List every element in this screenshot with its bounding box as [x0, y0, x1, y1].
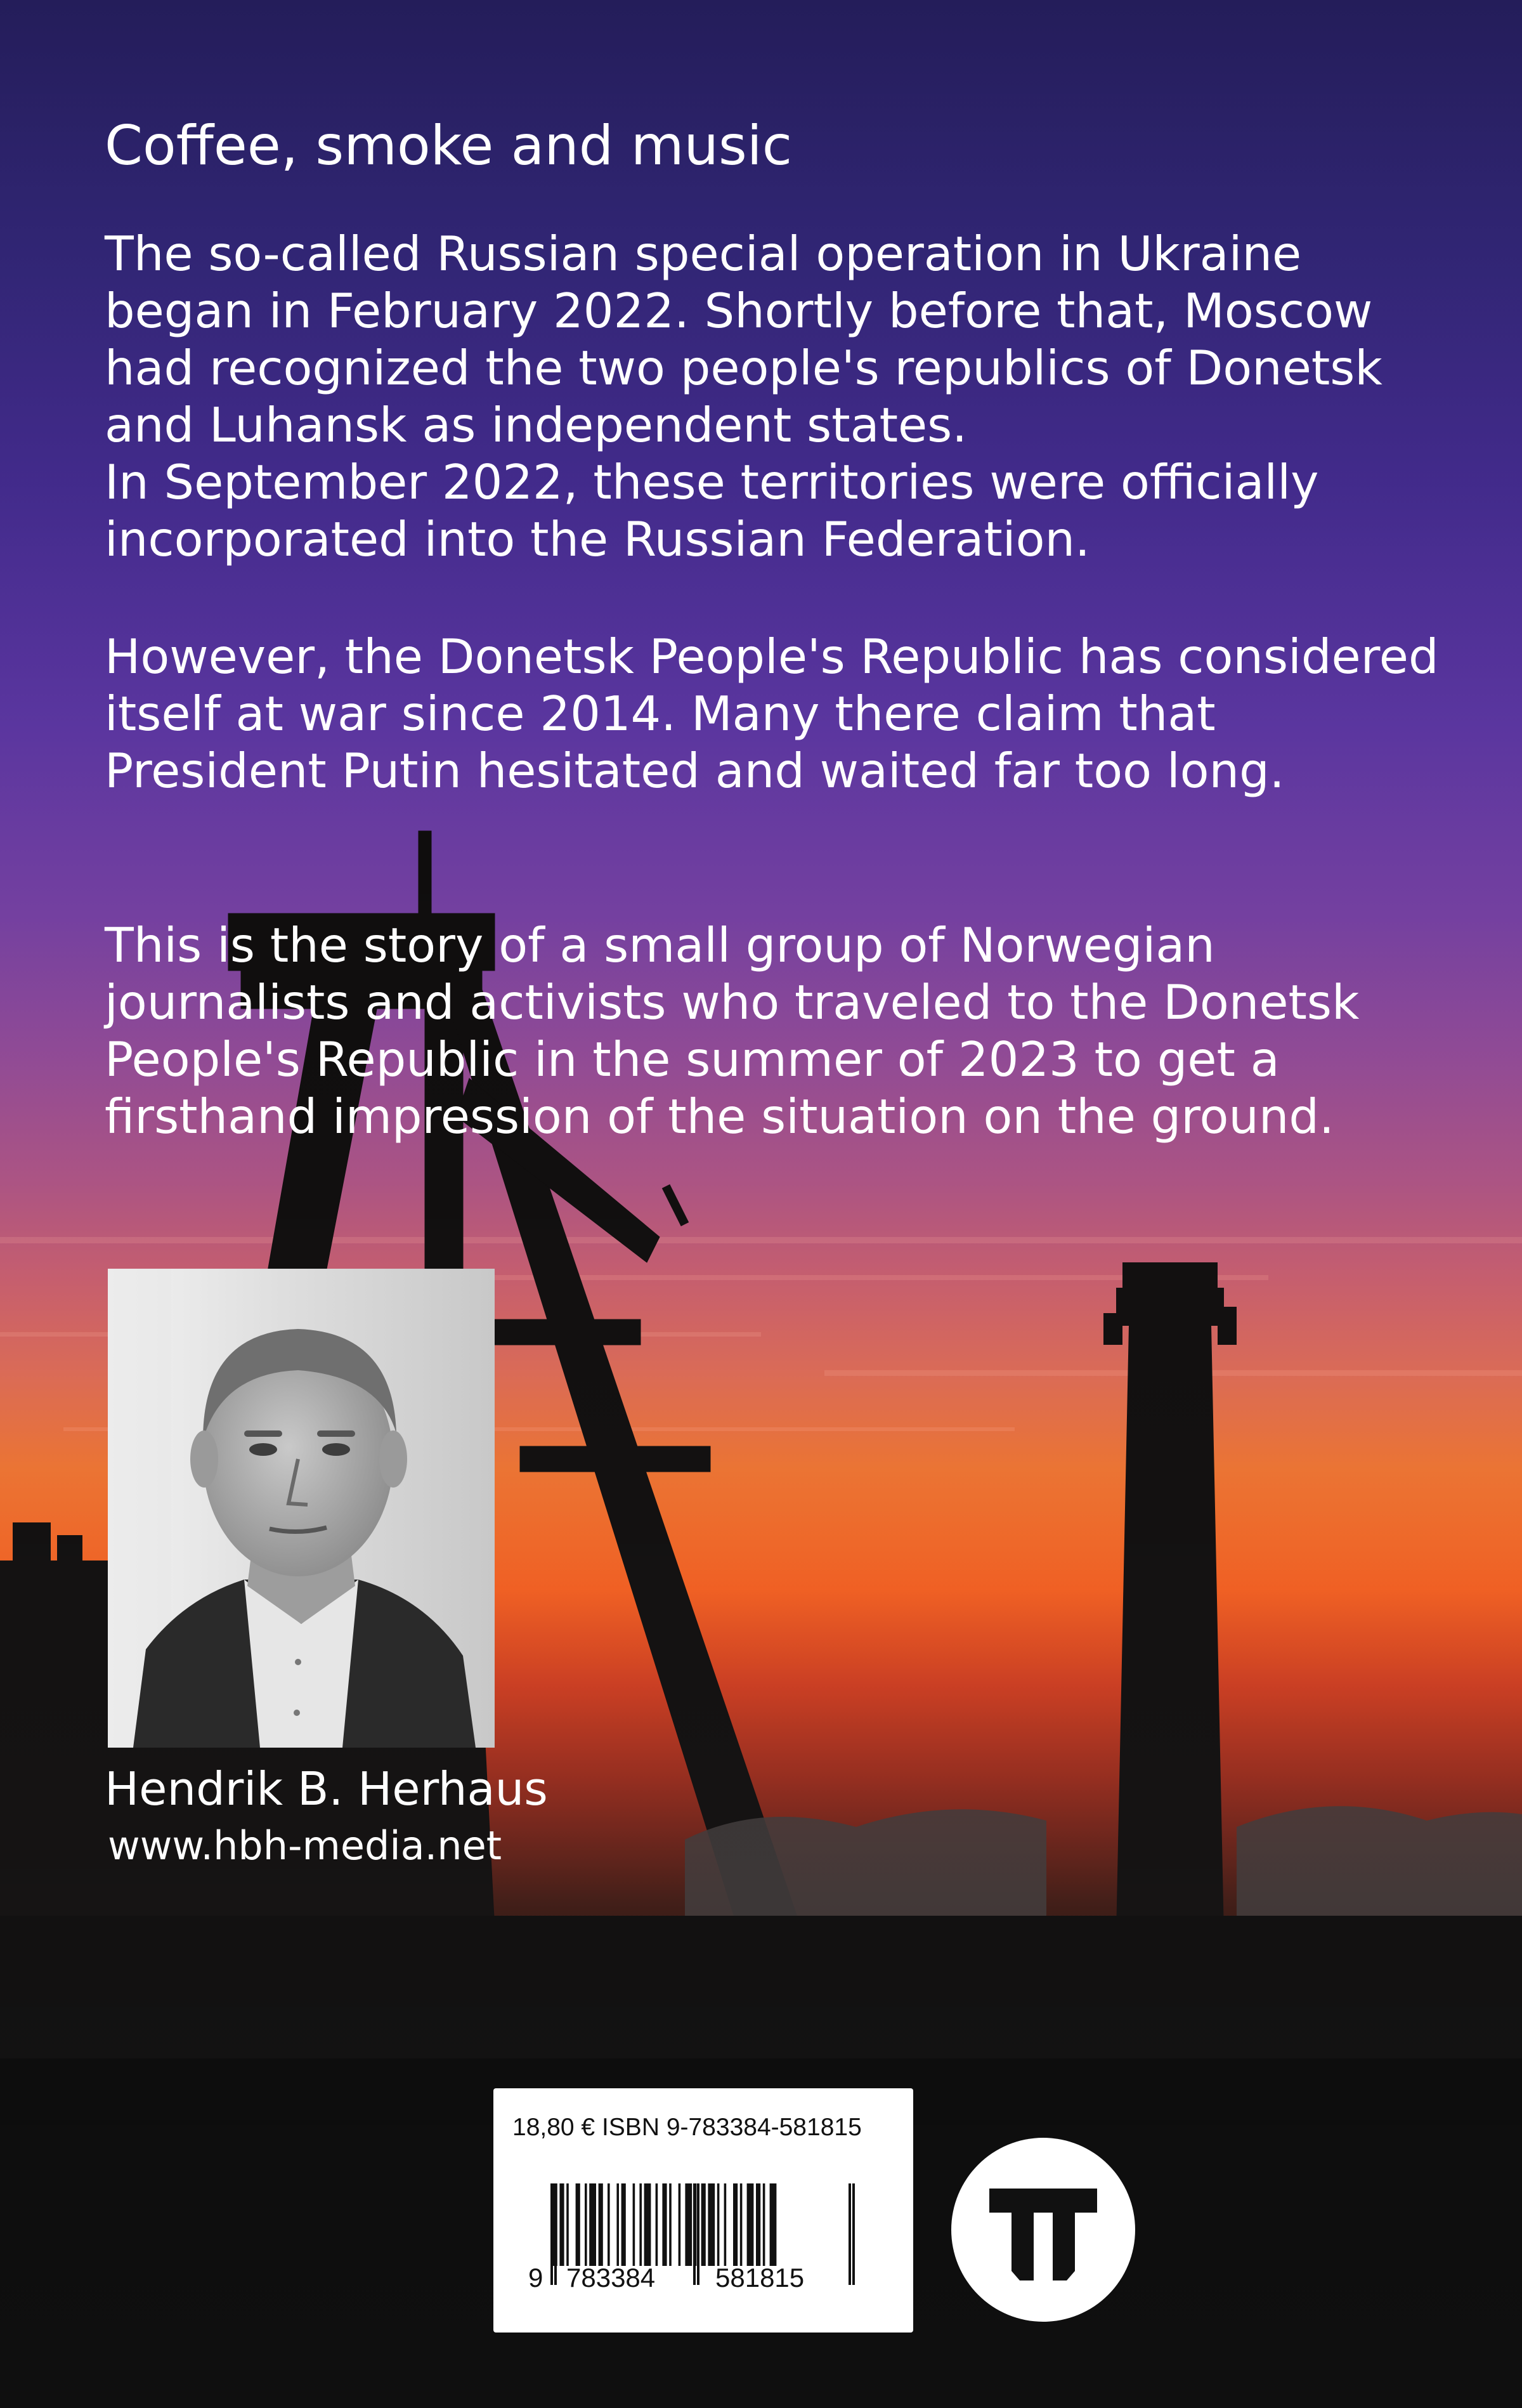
barcode-guard-bar — [697, 2183, 699, 2285]
barcode-bar — [644, 2183, 651, 2266]
barcode-bar — [566, 2183, 569, 2266]
barcode-bar — [616, 2183, 619, 2266]
barcode-bar — [599, 2183, 603, 2266]
barcode-bar — [708, 2183, 715, 2266]
price-isbn-text: 18,80 € ISBN 9-783384-581815 — [512, 2114, 862, 2141]
barcode-bar — [747, 2183, 754, 2266]
barcode-bar — [770, 2183, 777, 2266]
blurb-paragraph-2 — [105, 628, 1449, 799]
barcode-digit-lead: 9 — [528, 2263, 543, 2293]
barcode-bar — [662, 2183, 667, 2266]
blurb-text-1a: The so-called Russian special operation in Ukraine began in February 2022. Shortly before that, Moscow had recognized the two people's republics of Donetsk and Luhansk as independent states. — [105, 226, 1382, 453]
barcode-bar — [701, 2183, 706, 2266]
blurb-paragraph-1 — [105, 225, 1449, 568]
barcode — [493, 2088, 913, 2333]
barcode-guard-bar — [554, 2183, 557, 2285]
blurb-text-2: However, the Donetsk People's Republic has considered itself at war since 2014. Many there claim that President Putin hesitated and waited far too long. — [105, 629, 1439, 799]
barcode-guard-bar — [693, 2183, 696, 2285]
barcode-bar — [669, 2183, 672, 2266]
barcode-bar — [733, 2183, 738, 2266]
barcode-guard-bar — [852, 2183, 855, 2285]
blurb-text-3: This is the story of a small group of Norwegian journalists and activists who traveled to the Donetsk People's Republic in the summer of 2023 to get a firsthand impression of the situation on the ground. — [105, 917, 1360, 1144]
barcode-bar — [585, 2183, 587, 2266]
barcode-bar — [717, 2183, 720, 2266]
barcode-bar — [608, 2183, 610, 2266]
barcode-bar — [656, 2183, 658, 2266]
author-website-link[interactable]: www.hbh-media.net — [108, 1822, 502, 1869]
barcode-guard-bar — [849, 2183, 851, 2285]
barcode-bar — [576, 2183, 580, 2266]
publisher-logo-icon — [951, 2138, 1135, 2322]
book-tagline-heading: Coffee, smoke and music — [105, 114, 792, 178]
barcode-bar — [621, 2183, 626, 2266]
barcode-bar — [559, 2183, 564, 2266]
barcode-bar — [639, 2183, 642, 2266]
author-photo — [108, 1269, 495, 1748]
barcode-bar — [633, 2183, 635, 2266]
barcode-bar — [740, 2183, 743, 2266]
barcode-digits-right: 581815 — [715, 2263, 805, 2293]
author-name: Hendrik B. Herhaus — [105, 1762, 548, 1816]
barcode-bar — [685, 2183, 692, 2266]
isbn-barcode-label — [493, 2088, 913, 2333]
barcode-bar — [756, 2183, 760, 2266]
barcode-bar — [763, 2183, 765, 2266]
barcode-guard-bar — [550, 2183, 553, 2285]
blurb-text-1b: In September 2022, these territories were officially incorporated into the Russian Federation. — [105, 454, 1319, 567]
barcode-bar — [679, 2183, 681, 2266]
barcode-bar — [589, 2183, 596, 2266]
blurb-paragraph-3 — [105, 917, 1449, 1145]
barcode-bar — [724, 2183, 727, 2266]
barcode-digits-left: 783384 — [566, 2263, 656, 2293]
